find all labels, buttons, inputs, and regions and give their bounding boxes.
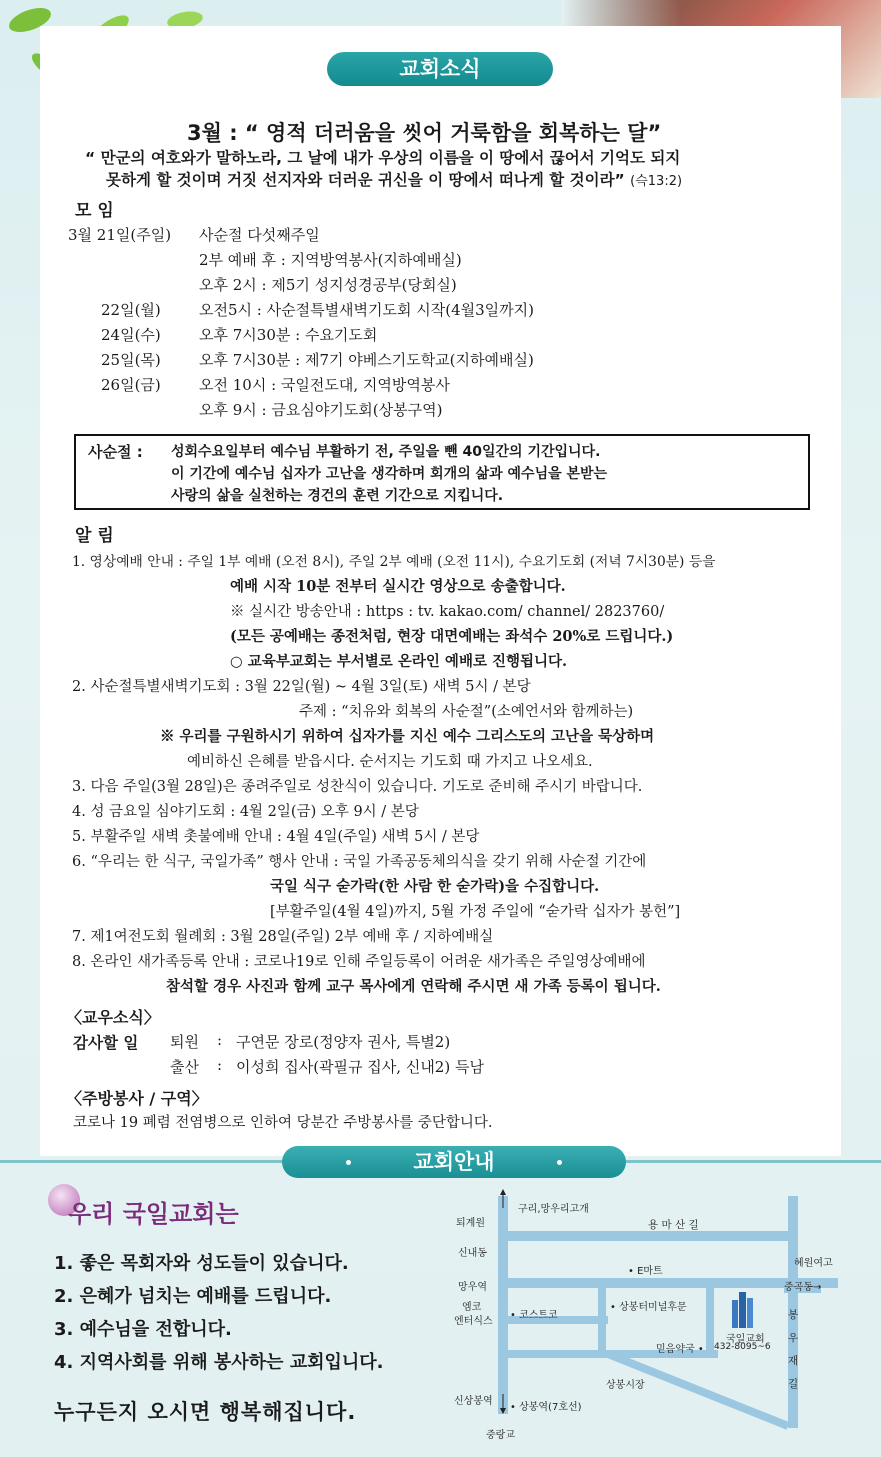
lent-line-2: 이 기간에 예수님 십자가 고난을 생각하며 회개의 삶과 예수님을 본받는 bbox=[171, 466, 608, 482]
map-label: 엠코 bbox=[462, 1302, 482, 1313]
map-label: 국일교회 bbox=[726, 1334, 765, 1345]
meeting-text: 오후 9시 : 금요심야기도회(상봉구역) bbox=[199, 401, 443, 419]
kitchen-heading: 〈주방봉사 / 구역〉 bbox=[66, 1089, 208, 1108]
lent-label: 사순절 : bbox=[88, 443, 143, 461]
lent-line-3: 사랑의 삶을 실천하는 경건의 훈련 기간으로 지킵니다. bbox=[171, 488, 504, 504]
member-sep: : bbox=[217, 1056, 223, 1074]
meeting-text: 오후 7시30분 : 수요기도회 bbox=[199, 326, 378, 344]
location-map bbox=[448, 1186, 848, 1448]
kitchen-text: 코로나 19 폐렴 전염병으로 인하여 당분간 주방봉사를 중단합니다. bbox=[73, 1115, 493, 1131]
map-label: 상봉시장 bbox=[606, 1380, 645, 1391]
notice-line: ○ 교육부교회는 부서별로 온라인 예배로 진행됩니다. bbox=[230, 653, 568, 670]
meeting-date: 22일(월) bbox=[101, 301, 161, 319]
guide-item: 1. 좋은 목회자와 성도들이 있습니다. bbox=[54, 1253, 349, 1274]
meeting-text: 오후 2시 : 제5기 성지성경공부(당회실) bbox=[199, 276, 457, 294]
member-text: 구연문 장로(정양자 권사, 특별2) bbox=[236, 1033, 451, 1051]
members-heading: 〈교우소식〉 bbox=[66, 1008, 160, 1027]
notice-line: 6. “우리는 한 식구, 국일가족” 행사 안내 : 국일 가족공동체의식을 갖기 위해 사순절 기간에 bbox=[72, 854, 647, 870]
meeting-date: 3월 21일(주일) bbox=[68, 226, 172, 244]
map-label: 중곡동→ bbox=[784, 1278, 821, 1293]
church-news-title: 교회소식 bbox=[327, 52, 553, 86]
lent-line-1: 성회수요일부터 예수님 부활하기 전, 주일을 뺀 40일간의 기간입니다. bbox=[171, 444, 601, 460]
notices-heading: 알 림 bbox=[75, 526, 114, 546]
map-label: • 상봉터미널후문 bbox=[610, 1302, 687, 1313]
verse-line-2: 못하게 할 것이며 거짓 선지자와 더러운 귀신을 이 땅에서 떠나게 할 것이라” (슥13:2) bbox=[106, 171, 683, 189]
meeting-text: 오전5시 : 사순절특별새벽기도회 시작(4월3일까지) bbox=[199, 301, 535, 319]
map-label: 엔터식스 bbox=[454, 1316, 493, 1327]
guide-item: 3. 예수님을 전합니다. bbox=[54, 1319, 232, 1340]
thanks-label: 감사할 일 bbox=[73, 1034, 139, 1052]
verse-line-1: “ 만군의 여호와가 말하노라, 그 날에 내가 우상의 이름을 이 땅에서 끊어서 기억도 되지 bbox=[85, 149, 681, 167]
map-label: • 코스트코 bbox=[510, 1310, 558, 1321]
map-label: 중랑교 bbox=[486, 1430, 515, 1441]
notice-line: 7. 제1여전도회 월례회 : 3월 28일(주일) 2부 예배 후 / 지하예배실 bbox=[72, 929, 494, 945]
map-label: 망우역 bbox=[458, 1282, 487, 1293]
member-sep: : bbox=[217, 1031, 223, 1049]
guide-item: 4. 지역사회를 위해 봉사하는 교회입니다. bbox=[54, 1352, 384, 1373]
notice-line: 주제 : “치유와 회복의 사순절”(소예언서와 함께하는) bbox=[299, 704, 634, 720]
guide-item: 2. 은혜가 넘치는 예배를 드립니다. bbox=[54, 1286, 332, 1307]
notice-line: 5. 부활주일 새벽 촛불예배 안내 : 4월 4일(주일) 새벽 5시 / 본당 bbox=[72, 829, 480, 845]
meeting-date: 26일(금) bbox=[101, 376, 161, 394]
map-label: • E마트 bbox=[628, 1266, 663, 1277]
notice-line: 4. 성 금요일 심야기도회 : 4월 2일(금) 오후 9시 / 본당 bbox=[72, 804, 419, 820]
meeting-text: 사순절 다섯째주일 bbox=[199, 226, 320, 244]
map-label: 믿음약국 • bbox=[656, 1344, 704, 1355]
map-label: 신내동 bbox=[458, 1248, 487, 1259]
meeting-date: 25일(목) bbox=[101, 351, 161, 369]
notice-line: 3. 다음 주일(3월 28일)은 종려주일로 성찬식이 있습니다. 기도로 준비해 주시기 바랍니다. bbox=[72, 779, 643, 795]
map-label: 혜원여고 bbox=[794, 1258, 833, 1269]
meetings-heading: 모 임 bbox=[75, 201, 114, 221]
our-church-title: 우리 국일교회는 bbox=[68, 1200, 239, 1228]
slogan: 누구든지 오시면 행복해집니다. bbox=[54, 1400, 357, 1424]
verse-reference: (슥13:2) bbox=[630, 174, 683, 189]
notice-line: ※ 실시간 방송안내 : https : tv. kakao.com/ channel/ 2823760/ bbox=[230, 604, 665, 620]
notice-line: 예배 시작 10분 전부터 실시간 영상으로 송출합니다. bbox=[230, 578, 566, 595]
meeting-text: 2부 예배 후 : 지역방역봉사(지하예배실) bbox=[199, 251, 462, 269]
notice-line: 1. 영상예배 안내 : 주일 1부 예배 (오전 8시), 주일 2부 예배 (오전 11시), 수요기도회 (저녁 7시30분) 등을 bbox=[72, 554, 716, 570]
map-label: 봉우재길 bbox=[788, 1309, 799, 1390]
church-building-icon bbox=[728, 1290, 758, 1328]
map-label: 신상봉역 bbox=[454, 1396, 493, 1407]
church-guide-title: 교회안내 bbox=[282, 1146, 626, 1178]
member-kind: 출산 bbox=[170, 1058, 199, 1076]
member-text: 이성희 집사(곽필규 집사, 신내2) 득남 bbox=[236, 1058, 484, 1076]
map-label: 용 마 산 길 bbox=[648, 1219, 699, 1231]
meeting-date: 24일(수) bbox=[101, 326, 161, 344]
map-label: 퇴계원 bbox=[456, 1218, 485, 1229]
notice-line: 예비하신 은혜를 받읍시다. 순서지는 기도회 때 가지고 나오세요. bbox=[187, 754, 593, 770]
notice-line: 8. 온라인 새가족등록 안내 : 코로나19로 인해 주일등록이 어려운 새가족은 주일영상예배에 bbox=[72, 954, 646, 970]
notice-line: 참석할 경우 사진과 함께 교구 목사에게 연락해 주시면 새 가족 등록이 됩니다. bbox=[166, 978, 661, 995]
month-theme-title: 3월 : “ 영적 더러움을 씻어 거룩함을 회복하는 달” bbox=[187, 121, 662, 145]
map-label: 432-8095~6 bbox=[714, 1342, 771, 1352]
notice-line: ※ 우리를 구원하시기 위하여 십자가를 지신 예수 그리스도의 고난을 묵상하며 bbox=[160, 728, 655, 745]
meeting-text: 오전 10시 : 국일전도대, 지역방역봉사 bbox=[199, 376, 450, 394]
notice-line: 2. 사순절특별새벽기도회 : 3월 22일(월) ~ 4월 3일(토) 새벽 5시 / 본당 bbox=[72, 679, 531, 695]
notice-line: (모든 공예배는 종전처럼, 현장 대면예배는 좌석수 20%로 드립니다.) bbox=[230, 628, 674, 645]
notice-line: [부활주일(4월 4일)까지, 5월 가정 주일에 “숟가락 십자가 봉헌”] bbox=[270, 904, 681, 920]
map-label: 구리,망우리고개 bbox=[518, 1204, 589, 1215]
map-label: • 상봉역(7호선) bbox=[510, 1402, 582, 1413]
member-kind: 퇴원 bbox=[170, 1033, 199, 1051]
meeting-text: 오후 7시30분 : 제7기 야베스기도학교(지하예배실) bbox=[199, 351, 534, 369]
notice-line: 국일 식구 숟가락(한 사람 한 숟가락)을 수집합니다. bbox=[270, 878, 600, 895]
